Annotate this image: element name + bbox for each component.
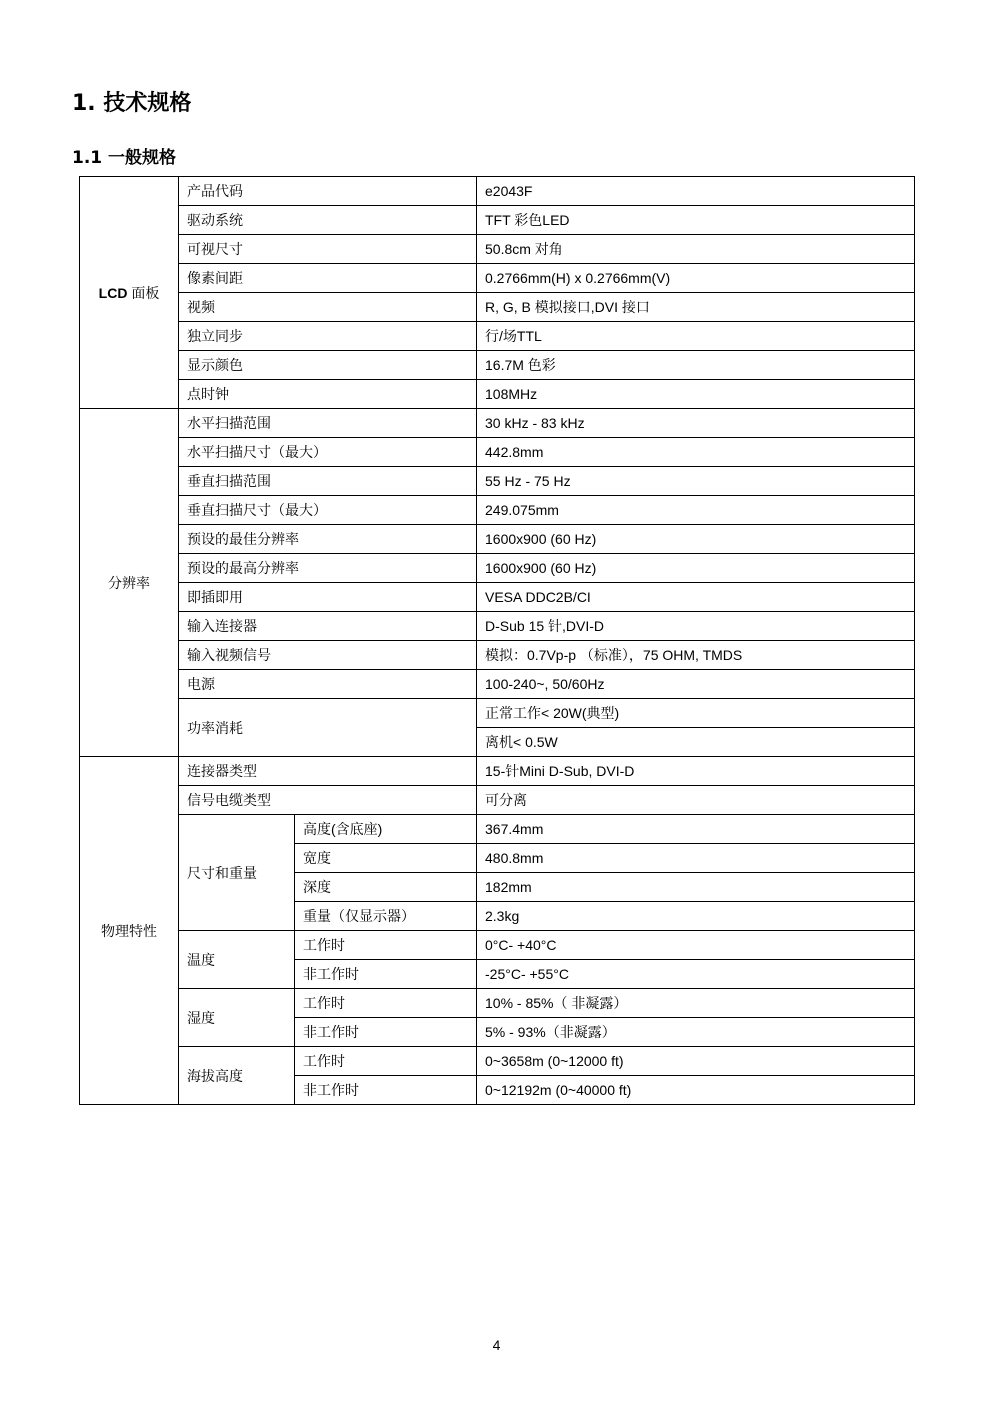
spec-label: 点时钟: [179, 380, 477, 409]
table-row: [80, 235, 915, 264]
spec-sublabel: 工作时: [295, 931, 477, 960]
spec-value: 模拟：0.7Vp-p （标准），75 OHM, TMDS: [477, 641, 915, 670]
group-physical: 物理特性: [80, 757, 179, 1105]
spec-value: 249.075mm: [477, 496, 915, 525]
table-row: [80, 931, 915, 960]
table-row: [80, 438, 915, 467]
spec-value: 182mm: [477, 873, 915, 902]
spec-value: 480.8mm: [477, 844, 915, 873]
table-row: [80, 641, 915, 670]
spec-value: 10% - 85%（ 非凝露）: [477, 989, 915, 1018]
table-row: [80, 989, 915, 1018]
spec-value: 离机< 0.5W: [477, 728, 915, 757]
table-row: [80, 177, 915, 206]
group-resolution: 分辨率: [80, 409, 179, 757]
spec-value: e2043F: [477, 177, 915, 206]
group-lcd-label-rest: 面板: [127, 284, 160, 301]
power-label: 功率消耗: [179, 699, 477, 757]
page-number: 4: [492, 1337, 501, 1353]
spec-sublabel: 深度: [295, 873, 477, 902]
spec-label: 像素间距: [179, 264, 477, 293]
table-row: [80, 264, 915, 293]
spec-label: 输入连接器: [179, 612, 477, 641]
table-row: [80, 670, 915, 699]
spec-value: 15-针Mini D-Sub, DVI-D: [477, 757, 915, 786]
table-row: [80, 583, 915, 612]
spec-label: 连接器类型: [179, 757, 477, 786]
spec-value: 367.4mm: [477, 815, 915, 844]
spec-value: 108MHz: [477, 380, 915, 409]
spec-value: D-Sub 15 针,DVI-D: [477, 612, 915, 641]
spec-value: 2.3kg: [477, 902, 915, 931]
group-lcd-label: LCD: [98, 284, 128, 301]
table-row: [80, 380, 915, 409]
spec-value: -25°C- +55°C: [477, 960, 915, 989]
spec-value: 55 Hz - 75 Hz: [477, 467, 915, 496]
table-row: [80, 351, 915, 380]
table-row: [80, 815, 915, 844]
spec-value: 可分离: [477, 786, 915, 815]
spec-label: 视频: [179, 293, 477, 322]
table-row: [80, 1047, 915, 1076]
table-row: [80, 293, 915, 322]
spec-label: 显示颜色: [179, 351, 477, 380]
spec-label: 信号电缆类型: [179, 786, 477, 815]
spec-sublabel: 非工作时: [295, 960, 477, 989]
spec-label: 预设的最佳分辨率: [179, 525, 477, 554]
table-row: [80, 612, 915, 641]
spec-label: 预设的最高分辨率: [179, 554, 477, 583]
spec-value: TFT 彩色LED: [477, 206, 915, 235]
spec-sublabel: 高度(含底座): [295, 815, 477, 844]
spec-value: 正常工作< 20W(典型): [477, 699, 915, 728]
spec-sublabel: 工作时: [295, 1047, 477, 1076]
spec-sublabel: 非工作时: [295, 1018, 477, 1047]
table-row: [80, 757, 915, 786]
table-row: [80, 322, 915, 351]
spec-label: 即插即用: [179, 583, 477, 612]
spec-sublabel: 重量（仅显示器）: [295, 902, 477, 931]
spec-value: 30 kHz - 83 kHz: [477, 409, 915, 438]
spec-label: 可视尺寸: [179, 235, 477, 264]
spec-label: 驱动系统: [179, 206, 477, 235]
spec-value: 0°C- +40°C: [477, 931, 915, 960]
spec-value: VESA DDC2B/CI: [477, 583, 915, 612]
spec-value: 16.7M 色彩: [477, 351, 915, 380]
spec-label: 水平扫描尺寸（最大）: [179, 438, 477, 467]
spec-value: 行/场TTL: [477, 322, 915, 351]
spec-label: 水平扫描范围: [179, 409, 477, 438]
spec-value: 50.8cm 对角: [477, 235, 915, 264]
spec-value: 1600x900 (60 Hz): [477, 554, 915, 583]
spec-value: 0.2766mm(H) x 0.2766mm(V): [477, 264, 915, 293]
table-row: [80, 206, 915, 235]
subgroup-temperature: 温度: [179, 931, 295, 989]
spec-value: 442.8mm: [477, 438, 915, 467]
subgroup-altitude: 海拔高度: [179, 1047, 295, 1105]
spec-value: 1600x900 (60 Hz): [477, 525, 915, 554]
subgroup-dimensions: 尺寸和重量: [179, 815, 295, 931]
table-row: [80, 786, 915, 815]
group-lcd-panel: [80, 177, 179, 409]
spec-table: [79, 176, 915, 1105]
spec-label: 产品代码: [179, 177, 477, 206]
spec-sublabel: 工作时: [295, 989, 477, 1018]
spec-value: 5% - 93%（非凝露）: [477, 1018, 915, 1047]
table-row: [80, 699, 915, 728]
spec-value: 100-240~, 50/60Hz: [477, 670, 915, 699]
spec-value: 0~3658m (0~12000 ft): [477, 1047, 915, 1076]
table-row: [80, 554, 915, 583]
section-title: 1.1 一般规格: [72, 148, 177, 168]
spec-sublabel: 非工作时: [295, 1076, 477, 1105]
table-row: [80, 525, 915, 554]
table-row: [80, 496, 915, 525]
spec-sublabel: 宽度: [295, 844, 477, 873]
spec-label: 垂直扫描尺寸（最大）: [179, 496, 477, 525]
page-title: 1. 技术规格: [72, 91, 192, 116]
spec-value: R, G, B 模拟接口,DVI 接口: [477, 293, 915, 322]
spec-label: 独立同步: [179, 322, 477, 351]
subgroup-humidity: 湿度: [179, 989, 295, 1047]
spec-value: 0~12192m (0~40000 ft): [477, 1076, 915, 1105]
table-row: [80, 467, 915, 496]
spec-label: 电源: [179, 670, 477, 699]
table-row: [80, 409, 915, 438]
spec-label: 输入视频信号: [179, 641, 477, 670]
spec-label: 垂直扫描范围: [179, 467, 477, 496]
